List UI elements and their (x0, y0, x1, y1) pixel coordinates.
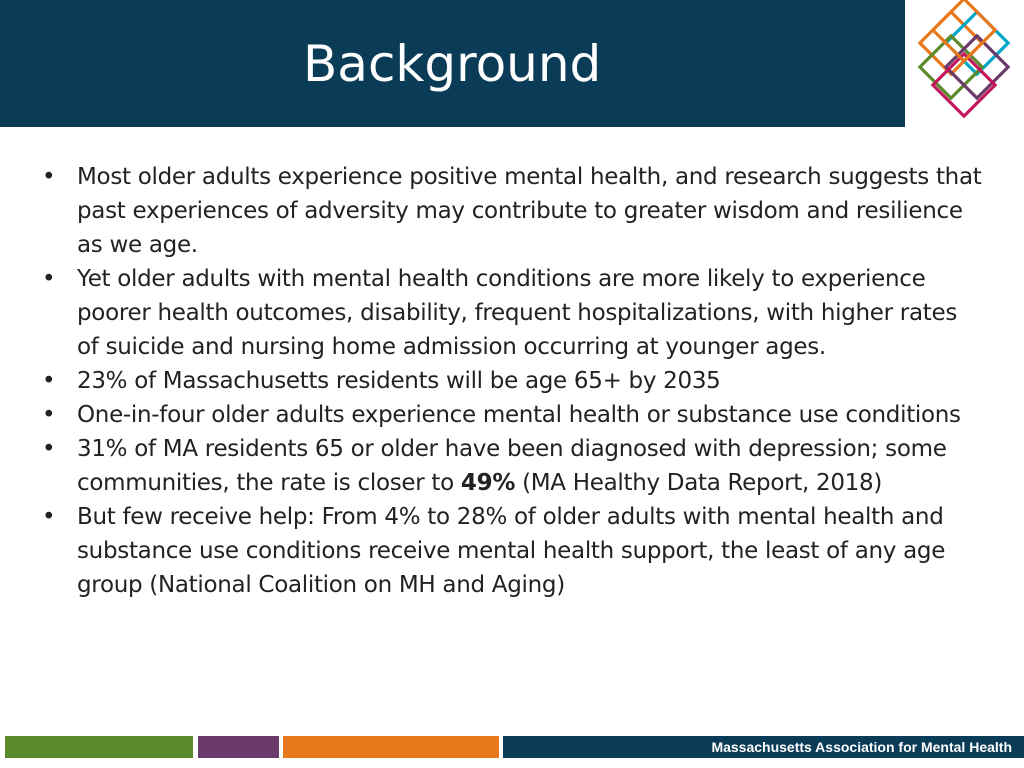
interlocking-squares-logo-icon (905, 0, 1024, 127)
bullet-item (42, 432, 982, 500)
footer-color-bar-orange (283, 736, 499, 758)
bullet-item: • One-in-four older adults experience mental health or substance use conditions (42, 398, 982, 432)
bullet-text: (MA Healthy Data Report, 2018) (515, 470, 882, 496)
footer-color-bar-purple (198, 736, 279, 758)
bold-statistic: 49% (460, 470, 516, 496)
bullet-text: 31% of MA residents 65 or older have been diagnosed with depression; some communities, the rate is closer to (77, 436, 947, 496)
title-band (0, 0, 905, 127)
bullet-item: • Yet older adults with mental health conditions are more likely to experience poorer health outcomes, disability, frequent hospitalizations, with higher rates of suicide and nursing home admission occurring at younger ages. (42, 262, 982, 364)
organization-logo (905, 0, 1024, 127)
footer-organization-name: Massachusetts Association for Mental Health (711, 739, 1012, 755)
slide-title: Background (303, 35, 602, 93)
footer-color-bar-green (5, 736, 193, 758)
bullet-list (42, 160, 982, 602)
bullet-item: • 23% of Massachusetts residents will be age 65+ by 2035 (42, 364, 982, 398)
bullet-item: • Most older adults experience positive mental health, and research suggests that past experiences of adversity may contribute to greater wisdom and resilience as we age. (42, 160, 982, 262)
bullet-item: • But few receive help: From 4% to 28% of older adults with mental health and substance use conditions receive mental health support, the least of any age group (National Coalition on MH and Aging) (42, 500, 982, 602)
